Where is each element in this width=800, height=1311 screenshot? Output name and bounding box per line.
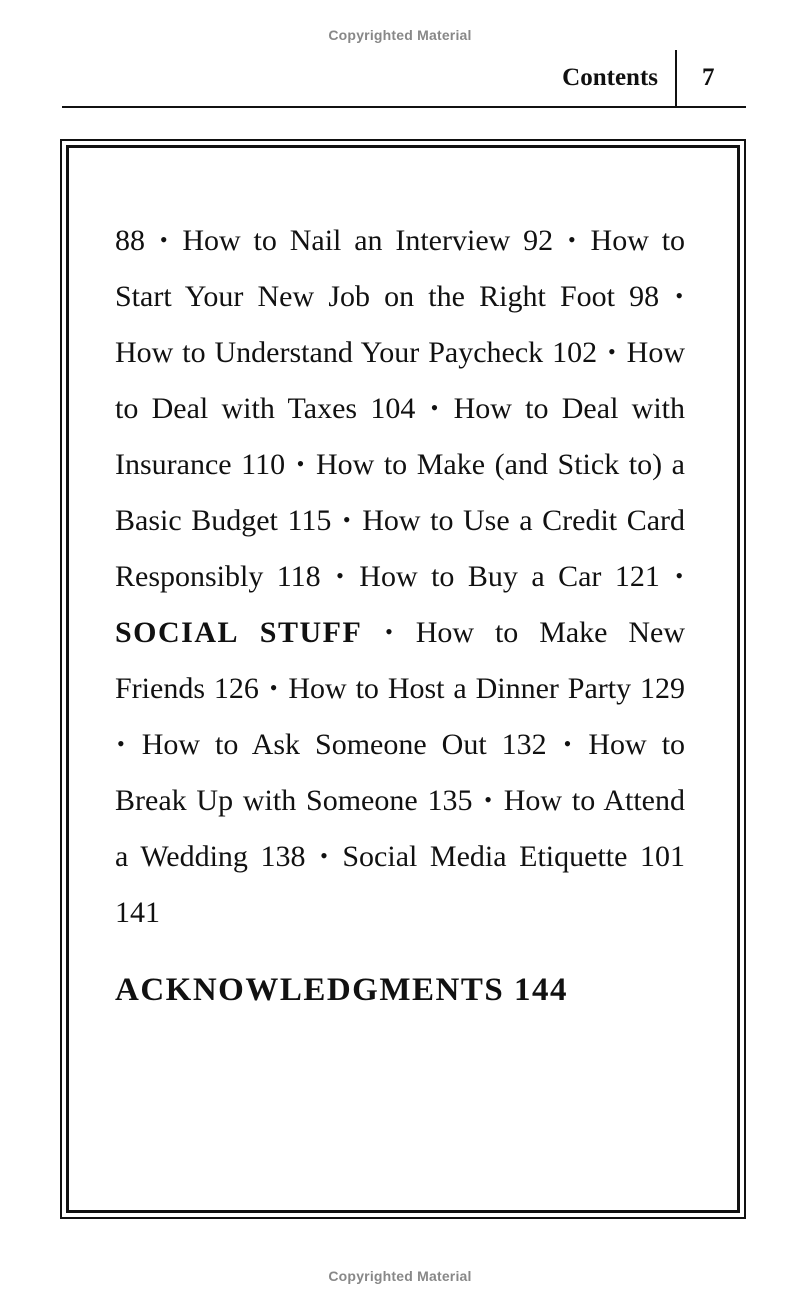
toc-entry: How to Ask Someone Out 132 (141, 728, 547, 761)
toc-entry: How to Deal with Taxes 104 (115, 336, 686, 425)
bullet-separator: • (296, 451, 305, 476)
bullet-separator: • (342, 507, 351, 532)
copyright-watermark-bottom: Copyrighted Material (328, 1268, 472, 1284)
toc-entry: How to Make New Friends 126 (115, 616, 686, 705)
toc-entry: 88 (115, 224, 145, 257)
running-head-title: Contents (562, 64, 658, 91)
toc-entry: How to Host a Dinner Party 129 (288, 672, 685, 705)
page-number: 7 (702, 64, 715, 91)
toc-entry: How to Deal with Insurance 110 (115, 392, 685, 481)
toc-entry: How to Break Up with Someone 135 (115, 728, 686, 817)
toc-entry: How to Attend a Wedding 138 (115, 784, 685, 873)
running-head (62, 50, 746, 108)
toc-section-heading: SOCIAL STUFF (115, 616, 363, 649)
toc-entry: How to Understand Your Paycheck 102 (115, 336, 598, 369)
bullet-separator: • (675, 563, 684, 588)
copyright-watermark-top: Copyrighted Material (328, 27, 472, 43)
bullet-separator: • (563, 731, 572, 756)
toc-entry: How to Start Your New Job on the Right Foot 98 (115, 224, 686, 313)
bullet-separator: • (608, 339, 616, 364)
toc-entry: Social Media Etiquette 101 141 (115, 840, 686, 929)
bullet-separator: • (484, 787, 492, 812)
bullet-separator: • (675, 283, 684, 308)
toc-entry: How to Nail an Interview 92 (182, 224, 554, 257)
bullet-separator: • (159, 227, 168, 252)
running-head-divider (675, 50, 677, 106)
bullet-separator: • (336, 563, 344, 588)
bullet-separator: • (385, 619, 393, 644)
bullet-separator: • (320, 843, 328, 868)
bullet-separator: • (567, 227, 576, 252)
toc-entry: How to Use a Credit Card Responsibly 118 (115, 504, 686, 593)
toc-acknowledgments: ACKNOWLEDGMENTS 144 (115, 972, 568, 1008)
toc-entry: How to Buy a Car 121 (359, 560, 660, 593)
bullet-separator: • (430, 395, 439, 420)
toc-paragraph (115, 214, 685, 940)
toc-entry: How to Make (and Stick to) a Basic Budget 115 (115, 448, 685, 537)
bullet-separator: • (117, 731, 125, 756)
bullet-separator: • (269, 675, 278, 700)
